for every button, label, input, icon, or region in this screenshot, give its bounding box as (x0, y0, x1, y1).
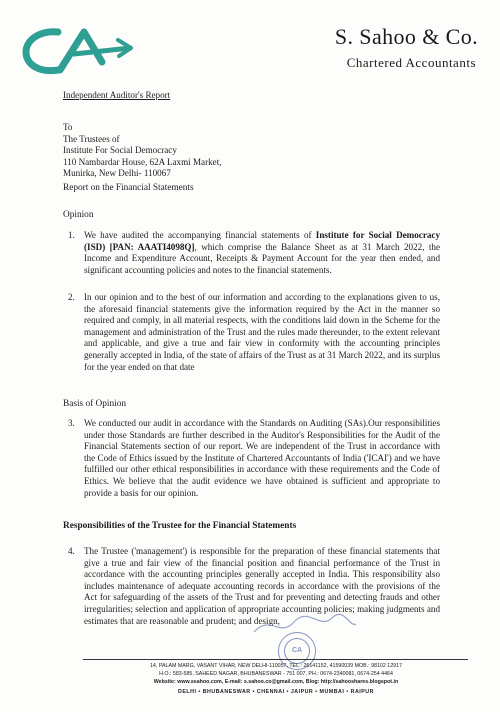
footer-divider (83, 659, 468, 660)
paragraph-text: The Trustee ('management') is responsible for the preparation of these financial statements that give a true and fair view of the financial position and financial performance of the Trust in accordance with the accounting principles generally accepted in India. This responsibility also includes maintenance of adequate accounting records in accordance with the provisions of the Act for safeguarding of the assets of the Trust and for preventing and detecting frauds and other irregularities; selection and application of appropriate accounting policies; making judgments and estimates that are reasonable and prudent; and design, (84, 546, 440, 626)
paragraph-text: In our opinion and to the best of our information and according to the explanations given to us, the aforesaid financial statements give the information required by the Act in the manner so required and comply, in all material respects, with the conditions laid down in the Scheme for the management and administration of the Trust and the rules made thereunder, to the extent relevant and applicable, and give a true and fair view in conformity with the accounting principles generally accepted in India, of the state of affairs of the Trust as at 31 March 2022, and its surplus for the year ended on that date (84, 292, 440, 372)
paragraph-number: 1. (68, 230, 75, 240)
paragraph-number: 2. (68, 292, 75, 302)
section-heading-financial-statements: Report on the Financial Statements (63, 183, 194, 193)
addressee-line: Munirka, New Delhi- 110067 (63, 168, 171, 179)
addressee-block (63, 122, 222, 180)
paragraph-text: , which comprise the Balance Sheet as at 31 March 2022, the Income and Expenditure Account, Receipts & Payment Account for the year then ended, and significant accounting policies and notes to the financial statements. (84, 241, 440, 275)
stamp-mark: CA (284, 638, 310, 664)
section-heading-responsibilities: Responsibilities of the Trustee for the Financial Statements (63, 521, 297, 531)
paragraph-number: 3. (68, 418, 75, 428)
addressee-line: The Trustees of (63, 133, 120, 144)
entity-name: Institute for Social Democracy (ISD) [PAN: AAATI4098Q] (84, 230, 441, 252)
paragraph-1 (68, 230, 441, 276)
addressee-line: 110 Nambardar House, 62A Laxmi Market, (63, 156, 222, 167)
footer-address-delhi: 14, PALAM MARG, VASANT VIHAR, NEW DELHI-110057, TEL.: 26141152, 41590039 MOB.: 98102 12917 (149, 663, 403, 669)
footer-contact: Website: www.ssahoo.com, E-mail: s.sahoo.co@gmail.com, Blog: http://sahooshares.blogspot.in (153, 679, 399, 685)
footer-address-head-office: H.O.: 583-585, SAHEED NAGAR, BHUBANESWAR - 751 007, PH.: 0674-2340081, 0674-254 4464 (159, 671, 393, 677)
addressee-line: To (63, 122, 73, 132)
firm-logo (18, 26, 134, 76)
firm-subtitle: Chartered Accountants (346, 55, 476, 70)
paragraph-3 (68, 418, 440, 499)
section-heading-basis: Basis of Opinion (63, 399, 127, 409)
paragraph-number: 4. (68, 546, 75, 556)
report-title: Independent Auditor's Report (63, 90, 171, 100)
firm-name: S. Sahoo & Co. (334, 24, 478, 49)
paragraph-text: We have audited the accompanying financial statements of (84, 230, 316, 240)
footer-cities: DELHI • BHUBANESWAR • CHENNAI • JAIPUR • MUMBAI • RAIPUR (178, 689, 374, 695)
addressee-line: Institute For Social Democracy (63, 145, 177, 156)
section-heading-opinion: Opinion (63, 210, 94, 220)
paragraph-2 (68, 292, 440, 373)
paragraph-text: We conducted our audit in accordance with the Standards on Auditing (SAs).Our responsibilities under those Standards are further described in the Auditor's Responsibilities for the Audit of the Financial Statements section of our report. We are independent of the Trust in accordance with the Code of Ethics issued by the Institute of Chartered Accountants of India ('ICAI') and we have fulfilled our other ethical responsibilities in accordance with these requirements and the Code of Ethics. We believe that the audit evidence we have obtained is sufficient and appropriate to provide a basis for our opinion. (84, 418, 440, 498)
